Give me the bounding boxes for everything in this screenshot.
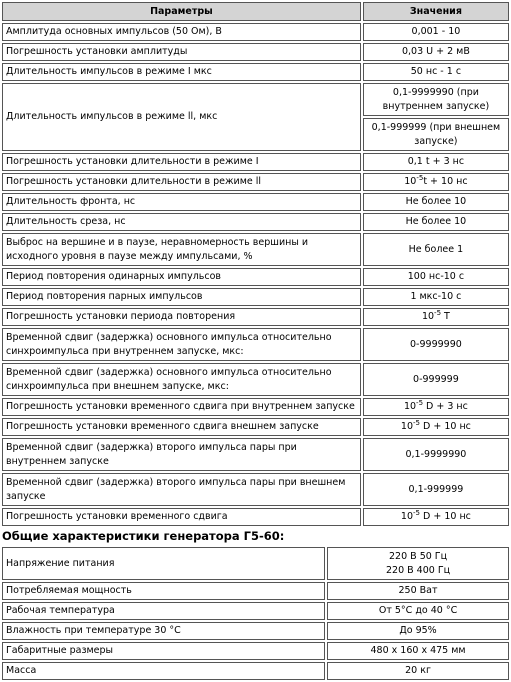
param-name: Погрешность установки длительности в режиме I: [2, 153, 361, 171]
param-name: Длительность фронта, нс: [2, 193, 361, 211]
general-characteristics-title: Общие характеристики генератора Г5-60:: [2, 529, 285, 543]
table-row: [2, 582, 509, 600]
table-row: [2, 63, 509, 81]
param-value: 0-999999: [363, 363, 509, 396]
param-value: 100 нс-10 с: [363, 268, 509, 286]
value-base: 10: [404, 176, 417, 187]
value-rest: D + 10 нс: [420, 421, 471, 432]
value-rest: D + 10 нс: [420, 511, 471, 522]
table-row: [2, 473, 509, 506]
param-name: Временной сдвиг (задержка) второго импульса пары при внешнем запуске: [2, 473, 361, 506]
table-row: [2, 438, 509, 471]
table-row: [2, 83, 509, 116]
param-name: Период повторения парных импульсов: [2, 288, 361, 306]
param-value: 0,03 U + 2 мВ: [363, 43, 509, 61]
param-name: Погрешность установки временного сдвига: [2, 508, 361, 526]
table-row: [2, 153, 509, 171]
header-values: Значения: [363, 2, 509, 21]
value-exponent: -5: [413, 418, 420, 427]
param-name: Период повторения одинарных импульсов: [2, 268, 361, 286]
param-value: 50 нс - 1 с: [363, 63, 509, 81]
value-exponent: -5: [434, 308, 442, 317]
param-value: 250 Ват: [327, 582, 509, 600]
param-value: 1 мкс-10 с: [363, 288, 509, 306]
param-value: [327, 547, 509, 580]
value-exponent: -5: [416, 398, 424, 407]
param-name: Выброс на вершине и в паузе, неравномерность вершины и исходного уровня в паузе между импульсами, %: [2, 233, 361, 266]
param-name: Потребляемая мощность: [2, 582, 325, 600]
param-value: [363, 308, 509, 326]
param-name: Погрешность установки периода повторения: [2, 308, 361, 326]
param-value: [363, 398, 509, 416]
value-exponent: -5: [413, 508, 420, 517]
table-row: [2, 602, 509, 620]
value-exponent: -5: [416, 173, 424, 182]
param-name: Длительность импульсов в режиме I мкс: [2, 63, 361, 81]
param-name: Длительность импульсов в режиме ll, мкс: [2, 83, 361, 151]
table-row: [2, 622, 509, 640]
param-value: Не более 10: [363, 213, 509, 231]
table-row: [2, 43, 509, 61]
param-value: [363, 508, 509, 526]
param-value: Не более 1: [363, 233, 509, 266]
table-row: [2, 268, 509, 286]
table-row: [2, 363, 509, 396]
table-row: [2, 642, 509, 660]
param-name: Погрешность установки временного сдвига внешнем запуске: [2, 418, 361, 436]
param-name: Напряжение питания: [2, 547, 325, 580]
param-name: Временной сдвиг (задержка) основного импульса относительно синхроимпульса при внешнем запуске, мкс:: [2, 363, 361, 396]
param-value: До 95%: [327, 622, 509, 640]
param-value: 0,1 t + 3 нс: [363, 153, 509, 171]
table-row: [2, 193, 509, 211]
general-characteristics-table: [0, 545, 511, 682]
param-name: Габаритные размеры: [2, 642, 325, 660]
table-row: [2, 308, 509, 326]
value-line: 220 В 400 Гц: [385, 564, 451, 576]
param-name: Погрешность установки длительности в режиме ll: [2, 173, 361, 191]
table-row: [2, 398, 509, 416]
param-name: Длительность среза, нс: [2, 213, 361, 231]
param-value: Не более 10: [363, 193, 509, 211]
value-rest: T: [441, 311, 450, 322]
value-rest: D + 3 нс: [423, 401, 468, 412]
value-rest: t + 10 нс: [423, 176, 468, 187]
param-name: Влажность при температуре 30 °C: [2, 622, 325, 640]
value-base: 10: [403, 401, 417, 412]
param-value: 0,1-999999: [363, 473, 509, 506]
param-value: 20 кг: [327, 662, 509, 680]
value-base: 10: [400, 421, 414, 432]
param-name: Амплитуда основных импульсов (50 Ом), В: [2, 23, 361, 41]
param-value: 0,1-999999 (при внешнем запуске): [363, 118, 509, 151]
header-row: [2, 2, 509, 21]
param-value: 0,1-9999990: [363, 438, 509, 471]
param-name: Масса: [2, 662, 325, 680]
table-row: [2, 233, 509, 266]
table-row: [2, 418, 509, 436]
table-row: [2, 288, 509, 306]
param-value: 0-9999990: [363, 328, 509, 361]
param-name: Погрешность установки амплитуды: [2, 43, 361, 61]
param-name: Временной сдвиг (задержка) второго импульса пары при внутреннем запуске: [2, 438, 361, 471]
param-name: Временной сдвиг (задержка) основного импульса относительно синхроимпульса при внутреннем запуске, мкс:: [2, 328, 361, 361]
table-row: [2, 23, 509, 41]
param-name: Погрешность установки временного сдвига при внутреннем запуске: [2, 398, 361, 416]
param-value: 0,001 - 10: [363, 23, 509, 41]
value-base: 10: [421, 311, 435, 322]
param-name: Рабочая температура: [2, 602, 325, 620]
value-base: 10: [400, 511, 414, 522]
table-row: [2, 547, 509, 580]
param-value: [363, 418, 509, 436]
param-value: От 5°C до 40 °C: [327, 602, 509, 620]
table-row: [2, 508, 509, 526]
param-value: 480 х 160 х 475 мм: [327, 642, 509, 660]
header-params: Параметры: [2, 2, 361, 21]
value-line: 220 В 50 Гц: [389, 550, 448, 562]
table-row: [2, 213, 509, 231]
param-value: 0,1-9999990 (при внутреннем запуске): [363, 83, 509, 116]
table-row: [2, 328, 509, 361]
param-value: [363, 173, 509, 191]
table-row: [2, 173, 509, 191]
table-row: [2, 662, 509, 680]
